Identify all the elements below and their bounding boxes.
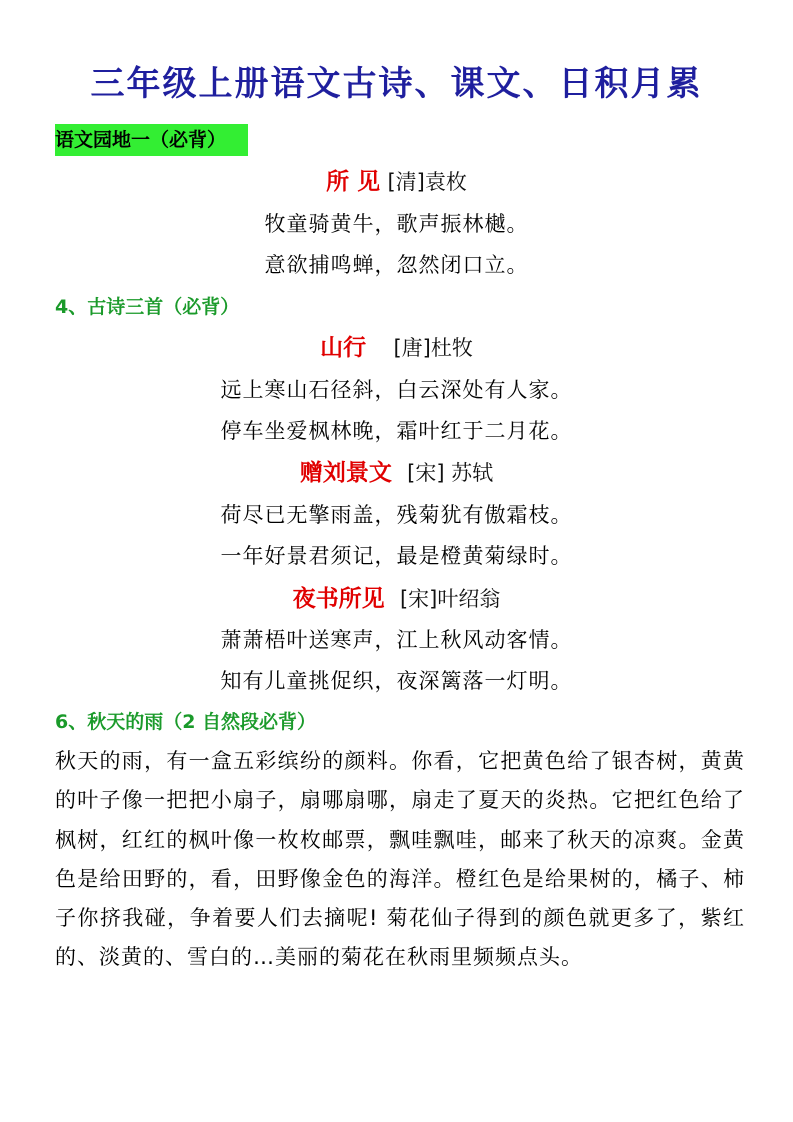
poem-title: 山行 [320, 335, 367, 361]
body-paragraph: 秋天的雨，有一盒五彩缤纷的颜料。你看，它把黄色给了银杏树，黄黄的叶子像一把把小扇子，扇哪扇哪，扇走了夏天的炎热。它把红色给了枫树，红红的枫叶像一枚枚邮票，飘哇飘哇，邮来了秋天的凉爽。金黄色是给田野的，看，田野像金色的海洋。橙红色是给果树的，橘子、柿子你挤我碰，争着要人们去摘呢! 菊花仙子得到的颜色就更多了，紫红的、淡黄的、雪白的…美丽的菊花在秋雨里频频点头。 [55, 749, 745, 970]
poem-title-row [0, 166, 793, 198]
poem-title-row [0, 457, 793, 489]
poem-line: 意欲捕鸣蝉，忽然闭口立。 [264, 253, 529, 277]
poem-line: 停车坐爱枫林晚，霜叶红于二月花。 [220, 419, 573, 443]
poem-line: 萧萧梧叶送寒声，江上秋风动客情。 [220, 628, 573, 652]
poem-author: [宋] 苏轼 [407, 461, 494, 485]
section-heading-yuwen-yuandi: 语文园地一（必背） [55, 124, 248, 156]
poem-line: 一年好景君须记，最是橙黄菊绿时。 [220, 544, 573, 568]
poem-title: 所 见 [326, 169, 381, 195]
poem-line: 牧童骑黄牛，歌声振林樾。 [264, 212, 529, 236]
poem-author: [清]袁枚 [387, 170, 467, 194]
poem-title-row [0, 332, 793, 364]
section-heading-gushi: 4、古诗三首（必背） [55, 296, 240, 318]
poem-line: 荷尽已无擎雨盖，残菊犹有傲霜枝。 [220, 503, 573, 527]
poem-title: 夜书所见 [292, 586, 385, 612]
poem-author: [宋]叶绍翁 [399, 587, 501, 611]
poem-line: 远上寒山石径斜，白云深处有人家。 [220, 378, 573, 402]
poem-line: 知有儿童挑促织，夜深篱落一灯明。 [220, 669, 573, 693]
page-title: 三年级上册语文古诗、课文、日积月累 [90, 64, 703, 104]
section-heading-qiutian-de-yu: 6、秋天的雨（2 自然段必背） [55, 711, 317, 733]
poem-author: [唐]杜牧 [393, 336, 473, 360]
poem-title: 赠刘景文 [299, 460, 392, 486]
poem-title-row [0, 583, 793, 615]
